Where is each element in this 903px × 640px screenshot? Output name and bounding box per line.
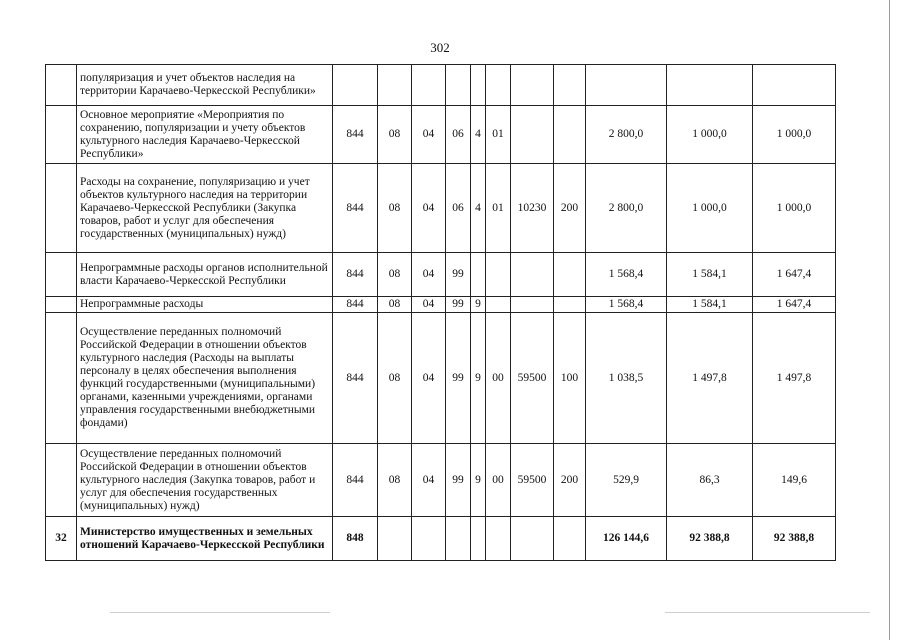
ministry-code-cell: 848 [333,517,378,561]
amount-year1-cell: 1 038,5 [586,313,667,444]
expense-direction-cell [511,253,554,297]
table-row [46,65,836,106]
expense-type-cell [554,65,586,106]
item-name-cell: Непрограммные расходы [77,297,333,313]
subsection-code-cell: 04 [412,444,446,517]
amount-year1-cell: 1 568,4 [586,297,667,313]
amount-year2-cell: 1 497,8 [667,313,753,444]
bottom-scan-line-left [110,612,330,613]
row-number-cell [46,253,77,297]
table-row [46,517,836,561]
amount-year1-cell: 529,9 [586,444,667,517]
row-number-cell [46,313,77,444]
amount-year3-cell: 1 000,0 [753,164,836,253]
expense-direction-cell: 10230 [511,164,554,253]
amount-year2-cell: 1 584,1 [667,297,753,313]
amount-year3-cell [753,65,836,106]
expense-direction-cell [511,297,554,313]
subprogram-code-cell [471,517,486,561]
expense-type-cell: 100 [554,313,586,444]
amount-year3-cell: 1 647,4 [753,253,836,297]
activity-code-cell [486,65,511,106]
program-code-cell: 99 [446,297,471,313]
subprogram-code-cell: 9 [471,297,486,313]
section-code-cell [378,65,412,106]
subsection-code-cell: 04 [412,297,446,313]
subprogram-code-cell: 9 [471,313,486,444]
amount-year2-cell: 1 000,0 [667,106,753,164]
ministry-code-cell: 844 [333,106,378,164]
subsection-code-cell [412,517,446,561]
item-name-cell: Расходы на сохранение, популяризацию и учет объектов культурного наследия на территории Карачаево-Черкесской Республики (Закупка товаров, работ и услуг для обеспечения государственных (муниципальных) нужд) [77,164,333,253]
table-row [46,297,836,313]
subsection-code-cell: 04 [412,253,446,297]
expense-direction-cell: 59500 [511,313,554,444]
row-number-cell: 32 [46,517,77,561]
section-code-cell: 08 [378,444,412,517]
subsection-code-cell [412,65,446,106]
section-code-cell: 08 [378,106,412,164]
table-row [46,164,836,253]
subsection-code-cell: 04 [412,164,446,253]
subprogram-code-cell: 9 [471,444,486,517]
item-name-cell: Осуществление переданных полномочий Российской Федерации в отношении объектов культурного наследия (Расходы на выплаты персоналу в целях обеспечения выполнения функций государственными (муниципальными) органами, казенными учреждениями, органами управления государственными внебюджетными фондами) [77,313,333,444]
amount-year2-cell: 92 388,8 [667,517,753,561]
bottom-scan-line-right [665,612,870,613]
ministry-code-cell: 844 [333,253,378,297]
amount-year1-cell: 1 568,4 [586,253,667,297]
program-code-cell: 06 [446,164,471,253]
expense-type-cell: 200 [554,444,586,517]
expense-direction-cell [511,65,554,106]
program-code-cell: 99 [446,253,471,297]
expense-type-cell [554,106,586,164]
table-row [46,313,836,444]
section-code-cell: 08 [378,313,412,444]
amount-year3-cell: 92 388,8 [753,517,836,561]
page-number: 302 [430,40,450,55]
table-row [46,253,836,297]
amount-year2-cell [667,65,753,106]
item-name-cell: Осуществление переданных полномочий Российской Федерации в отношении объектов культурного наследия (Закупка товаров, работ и услуг для обеспечения государственных (муниципальных) нужд) [77,444,333,517]
expense-direction-cell: 59500 [511,444,554,517]
section-code-cell: 08 [378,297,412,313]
amount-year2-cell: 1 000,0 [667,164,753,253]
ministry-code-cell [333,65,378,106]
subprogram-code-cell: 4 [471,164,486,253]
item-name-cell: Министерство имущественных и земельных отношений Карачаево-Черкесской Республики [77,517,333,561]
program-code-cell: 99 [446,313,471,444]
section-code-cell: 08 [378,253,412,297]
row-number-cell [46,297,77,313]
amount-year3-cell: 1 497,8 [753,313,836,444]
item-name-cell: Основное мероприятие «Мероприятия по сохранению, популяризации и учету объектов культурного наследия Карачаево-Черкесской Республики» [77,106,333,164]
expense-direction-cell [511,106,554,164]
item-name-cell: Непрограммные расходы органов исполнительной власти Карачаево-Черкесской Республики [77,253,333,297]
budget-table [45,64,836,561]
program-code-cell [446,65,471,106]
amount-year1-cell [586,65,667,106]
amount-year3-cell: 149,6 [753,444,836,517]
item-name-cell: популяризация и учет объектов наследия на территории Карачаево-Черкесской Республики» [77,65,333,106]
page-edge-line [889,0,890,640]
subsection-code-cell: 04 [412,313,446,444]
amount-year1-cell: 2 800,0 [586,164,667,253]
row-number-cell [46,164,77,253]
row-number-cell [46,65,77,106]
amount-year3-cell: 1 000,0 [753,106,836,164]
expense-direction-cell [511,517,554,561]
ministry-code-cell: 844 [333,297,378,313]
ministry-code-cell: 844 [333,313,378,444]
ministry-code-cell: 844 [333,164,378,253]
ministry-code-cell: 844 [333,444,378,517]
section-code-cell: 08 [378,164,412,253]
expense-type-cell [554,297,586,313]
activity-code-cell: 00 [486,313,511,444]
expense-type-cell [554,253,586,297]
activity-code-cell: 01 [486,164,511,253]
activity-code-cell [486,253,511,297]
row-number-cell [46,106,77,164]
program-code-cell [446,517,471,561]
amount-year2-cell: 86,3 [667,444,753,517]
program-code-cell: 99 [446,444,471,517]
subprogram-code-cell [471,253,486,297]
activity-code-cell: 00 [486,444,511,517]
subprogram-code-cell: 4 [471,106,486,164]
amount-year2-cell: 1 584,1 [667,253,753,297]
expense-type-cell [554,517,586,561]
amount-year1-cell: 126 144,6 [586,517,667,561]
table-row [46,444,836,517]
section-code-cell [378,517,412,561]
expense-type-cell: 200 [554,164,586,253]
subprogram-code-cell [471,65,486,106]
table-row [46,106,836,164]
subsection-code-cell: 04 [412,106,446,164]
amount-year3-cell: 1 647,4 [753,297,836,313]
activity-code-cell [486,297,511,313]
row-number-cell [46,444,77,517]
activity-code-cell [486,517,511,561]
activity-code-cell: 01 [486,106,511,164]
amount-year1-cell: 2 800,0 [586,106,667,164]
program-code-cell: 06 [446,106,471,164]
